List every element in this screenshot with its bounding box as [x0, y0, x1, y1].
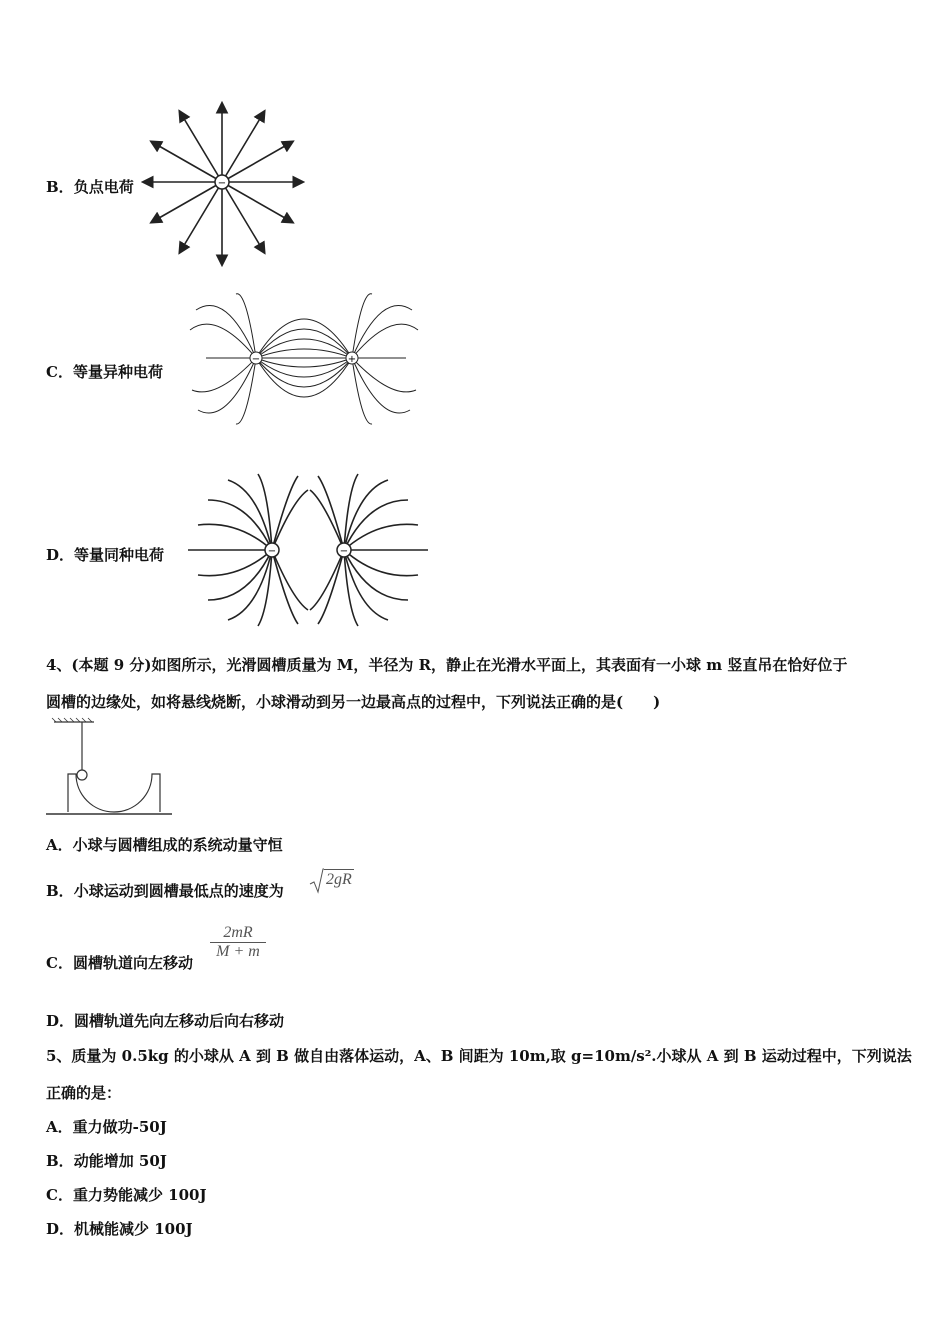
- option-text: 等量异种电荷: [72, 363, 163, 381]
- option-letter: A．: [46, 836, 73, 854]
- q5-option-d: [46, 1218, 193, 1239]
- option-letter: D．: [46, 546, 75, 564]
- option-d-prev: [46, 544, 164, 565]
- like-charges-field-figure: [188, 470, 428, 630]
- minus-sign: −: [339, 546, 349, 557]
- option-text: 圆槽轨道向左移动: [72, 954, 193, 972]
- option-text: 等量同种电荷: [74, 546, 165, 564]
- option-text: 机械能减少 100J: [74, 1220, 193, 1238]
- option-text: 动能增加 50J: [73, 1152, 167, 1170]
- fraction: [210, 924, 266, 961]
- option-text: 圆槽轨道先向左移动后向右移动: [74, 1012, 285, 1030]
- q4-option-b: [46, 880, 284, 901]
- option-text: 重力势能减少 100J: [72, 1186, 207, 1204]
- option-letter: C．: [46, 954, 73, 972]
- q4-option-d: [46, 1010, 284, 1031]
- option-letter: D．: [46, 1220, 75, 1238]
- option-letter: B．: [46, 1152, 74, 1170]
- q5-stem-line1: 5、质量为 0.5kg 的小球从 A 到 B 做自由落体运动，A、B 间距为 10m,取 g=10m/s².小球从 A 到 B 运动过程中，下列说法: [46, 1047, 912, 1065]
- q4-option-c: [46, 952, 193, 973]
- option-letter: B．: [46, 882, 74, 900]
- q5-option-c: [46, 1184, 207, 1205]
- q4-stem-line1: 4、(本题 9 分)如图所示，光滑圆槽质量为 M，半径为 R，静止在光滑水平面上，其表面有一小球 m 竖直吊在恰好位于: [46, 656, 848, 674]
- fraction-numerator: 2mR: [210, 924, 266, 943]
- groove-figure: [44, 718, 174, 820]
- option-text: 负点电荷: [73, 178, 134, 196]
- option-letter: C．: [46, 1186, 73, 1204]
- option-text: 重力做功-50J: [72, 1118, 167, 1136]
- minus-sign: −: [217, 178, 227, 189]
- option-letter: D．: [46, 1012, 75, 1030]
- negative-charge-field-figure: [140, 100, 310, 270]
- option-text: 小球与圆槽组成的系统动量守恒: [72, 836, 283, 854]
- q5-stem-line2: 正确的是：: [46, 1084, 122, 1102]
- option-letter: A．: [46, 1118, 73, 1136]
- minus-sign: −: [251, 354, 261, 365]
- fraction-denominator: M + m: [216, 943, 260, 960]
- q5-option-b: [46, 1150, 167, 1171]
- sqrt-sign: [310, 868, 324, 894]
- sqrt-argument: 2gR: [326, 871, 352, 888]
- option-b-prev: [46, 176, 134, 197]
- minus-sign: −: [267, 546, 277, 557]
- option-letter: B．: [46, 178, 74, 196]
- q4-option-a: [46, 834, 283, 855]
- option-letter: C．: [46, 363, 73, 381]
- q5-option-a: [46, 1116, 167, 1137]
- option-text: 小球运动到圆槽最低点的速度为: [73, 882, 284, 900]
- q4-stem-line2: 圆槽的边缘处，如将悬线烧断，小球滑动到另一边最高点的过程中，下列说法正确的是( ): [46, 693, 661, 711]
- plus-sign: +: [347, 354, 357, 365]
- option-c-prev: [46, 361, 163, 382]
- dipole-field-figure: [186, 290, 426, 430]
